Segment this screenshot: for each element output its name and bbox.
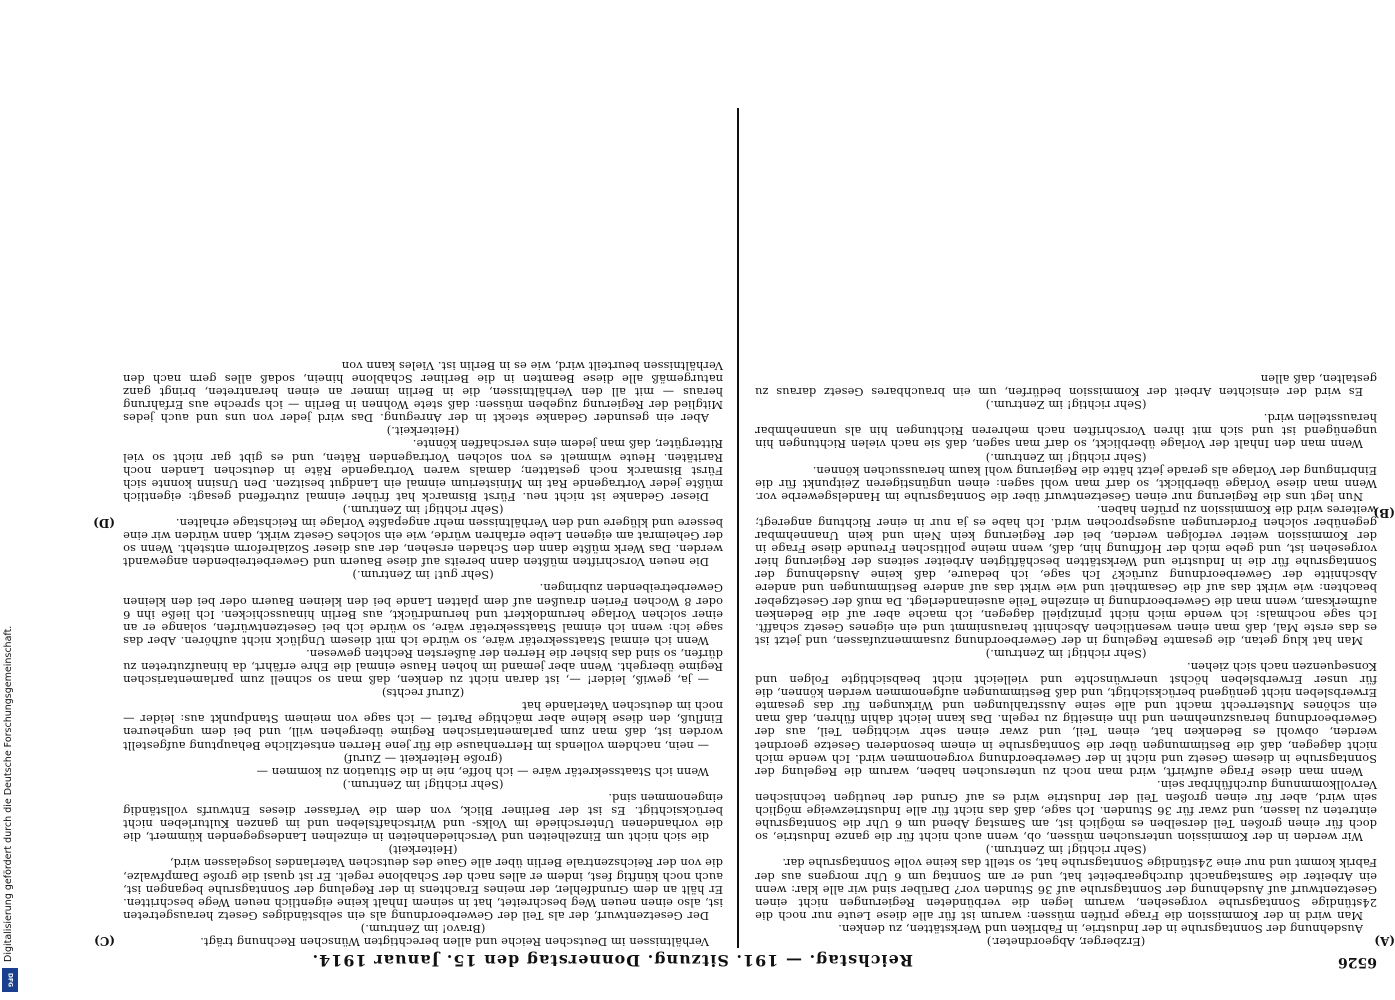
interjection: (Sehr gut! im Zentrum.) bbox=[352, 568, 494, 583]
interjection: (Heiterkeit.) bbox=[386, 424, 460, 439]
paragraph: Wenn man den Inhalt der Vorlage überblickt, so darf man sagen, daß sie nach vielen Richtungen hin ungenügend ist und sich mit ihren Vorschriften nach mehreren Richtungen hin als unannehmbar herausstellen wird. bbox=[755, 411, 1377, 452]
dfg-logo: DFG bbox=[2, 968, 18, 992]
digitization-sidebar bbox=[0, 0, 22, 1000]
interjection: (Sehr richtig! im Zentrum.) bbox=[342, 777, 504, 792]
paragraph: Es wird der einsichten Arbeit der Kommission bedürfen, um ein brauchbares Gesetz daraus zu gestalten, daß allen bbox=[755, 371, 1377, 400]
interjection: (Zuruf rechts) bbox=[381, 686, 465, 701]
interjection: (Heiterkeit) bbox=[388, 843, 458, 858]
page-number: 6526 bbox=[1338, 954, 1377, 970]
paragraph: Verhältnissen im Deutschen Reiche und allen berechtigten Wünschen Rechnung trägt. bbox=[200, 935, 709, 949]
paragraph: Die neuen Vorschriften müßten dann bereits auf diese Bauern und Gewerbetreibenden angewandt werden. Das Werk müßte dann den Schaden ersehen, der aus dieser Sozialreform entsteht. Wenn so der Geheimrat am eigenen Leibe erfahren würde, wie ein solches Gesetz wirkt, dann würden wir eine bessere und klügere und den Verhältnissen mehr angepaßte Vorlage im Reichstage erhalten. bbox=[123, 516, 723, 570]
interjection: (Sehr richtig! im Zentrum.) bbox=[985, 843, 1147, 858]
marker-a: (A) bbox=[1374, 934, 1395, 948]
interjection: (Sehr richtig! im Zentrum.) bbox=[985, 450, 1147, 465]
marker-b: (B) bbox=[1373, 506, 1395, 520]
paragraph: Man hat klug getan, die gesamte Regelung in der Gewerbeordnung zusammenzufassen, und jetzt ist es das erste Mal, daß man einen wesentlichen Abschnitt herausnimmt und ein eigenes Gesetz schafft. Ich sage nochmals: ich wende mich nicht prinzipiell dagegen, ich mache aber auf die Bedenken aufmerksam, wenn man die Gewerbeordnung in einzelne Teile auseinanderlegt. Da muß der Gesetzgeber beachten: wie wirkt das auf die Gesamtheit und wie wirkt das auf andere Bestimmungen und andere Abschnitte der Gewerbeordnung zurück? Ich sage, ich bedaure, daß keine Ausdehnung der Sonntagsruhe für die in Industrie und Werkstätten beschäftigten Arbeiter seitens der Regierung hier vorgesehen ist, und gebe mich der Hoffnung hin, daß, wenn meine politischen Freunde diese Frage in der Kommission weiter verfolgen werden, bei der Regierung kein Nein und kein Unannehmbar gegenüber solchen Forderungen ausgesprochen wird. Ich habe es ja nur in einer Richtung angeregt; weiteres wird die Kommission zu prüfen haben. bbox=[755, 502, 1377, 648]
marker-d: (D) bbox=[93, 516, 115, 530]
paragraph: Ausdehnung der Sonntagsruhe in der Industrie, in Fabriken und Werkstätten, zu denken. bbox=[838, 921, 1363, 936]
paragraph: — ja, gewiß, leider! —, ist daran nicht zu denken, daß man so schnell zum parlamentarischen Regime übergeht. Wenn aber jemand im hohen Hause einmal die Ehre erfährt, da hinaufzutreten zu dürfen, so sind das bisher die Herren der äußersten Rechten gewesen. bbox=[123, 646, 723, 688]
interjection: (Erzberger, Abgeordneter.) bbox=[986, 935, 1146, 949]
paragraph: Wir werden in der Kommission untersuchen müssen, ob, wenn auch nicht für die ganze Industrie, so doch für einen großen Teil derselben es möglich ist, am Samstag Abend um 6 Uhr die Sonntagsruhe eintreten zu lassen, und zwar für 36 Stunden. Ich sage, daß das nicht für alle Industriezweige möglich sein wird, aber für einen großen Teil der Industrie wird es auf Grund der heutigen technischen Vervollkommnung durchführbar sein. bbox=[755, 777, 1377, 845]
digitization-credit: Digitalisierung gefördert durch die Deutsche Forschungsgemeinschaft. bbox=[3, 625, 14, 962]
interjection: (Sehr richtig! im Zentrum.) bbox=[342, 502, 504, 517]
marker-c: (C) bbox=[94, 934, 115, 948]
interjection: (große Heiterkeit — Zuruf) bbox=[343, 751, 503, 766]
rotated-document bbox=[83, 80, 1395, 1000]
interjection: (Bravo! im Zentrum.) bbox=[360, 921, 486, 936]
column-divider bbox=[737, 108, 739, 948]
paragraph: Dieser Gedanke ist nicht neu. Fürst Bismarck hat früher einmal zutreffend gesagt: eigentlich müßte jeder Vortragende Rat im Ministerium einmal ein Landgut besitzen. Den Unsinn konnte sich Fürst Bismarck noch gestatten; damals waren Vortragende Räte in deutschen Landen noch Raritäten. Heute wimmelt es von solchen Vortragenden Räten, und es gibt gar nicht so viel Rittergüter, daß man jedem eins verschaffen könnte. bbox=[123, 437, 723, 504]
left-text-column bbox=[755, 88, 1377, 948]
paragraph: Aber ein gesunder Gedanke steckt in der Anregung. Das wird jeder von uns und auch jedes Mitglied der Regierung zugeben müssen: daß stete Wohnen in Berlin — ich spreche aus Erfahrung heraus — mit all den Verhältnissen, die in Berlin immer an einen herantreten, bringt ganz naturgemäß alle diese Beamten in die Berliner Schablone hinein, sodaß alles gern nach den Verhältnissen beurteilt wird, wie es in Berlin ist. Vieles kann von bbox=[123, 358, 723, 426]
paragraph: Wenn ich einmal Staatssekretär wäre, so würde ich mit diesem Unglück nicht aufhören. Aber das sage ich: wenn ich einmal Staatssekretär wäre, so würde ich bei Gesetzentwürfen, solange er an einer solchen Vorlage herumdoktert und herumdrückt, aus Berlin hinausschicken. Ich ließe ihn 6 oder 8 Wochen Ferien draußen auf dem platten Lande bei den kleinen Bauern oder bei den kleinen Gewerbetreibenden zubringen. bbox=[123, 581, 723, 648]
paragraph: Man wird in der Kommission die Frage prüfen müssen: warum ist für alle diese Leute nur noch die 24stündige Sonntagsruhe vorgesehen, warum legen die verbündeten Regierungen nicht einen Gesetzentwurf auf Ausdehnung der Sonntagsruhe auf 36 Stunden vor? Darüber sind wir alle klar: wenn ein Arbeiter die Samstagnacht durchgearbeitet hat, und er am Sonntag um 6 Uhr morgens aus der Fabrik kommt und nur eine 24stündige Sonntagsruhe hat, so stellt das keine volle Sonntagsruhe dar. bbox=[755, 856, 1377, 923]
paragraph: Nun legt uns die Regierung nur einen Gesetzentwurf über die Sonntagsruhe im Handelsgewerbe vor. Wenn man diese Vorlage überblickt, so darf man wohl sagen: einen ungünstigeren Zeitpunkt für die Einbringung der Vorlage als gerade jetzt hätte die Regierung wohl kaum heraussuchen können. bbox=[755, 463, 1377, 504]
interjection: (Sehr richtig! im Zentrum.) bbox=[985, 398, 1147, 413]
right-text-column bbox=[123, 88, 723, 948]
page-header-title: Reichstag. — 191. Sitzung. Donnerstag den 15. Januar 1914. bbox=[311, 951, 913, 970]
paragraph: Wenn ich Staatssekretär wäre — ich hoffe, nie in die Situation zu kommen — bbox=[256, 764, 709, 779]
paragraph: — nein, nachdem vollends im Herrenhause die für jene Herren entsetzliche Behauptung aufgestellt worden ist, daß man zum parlamentarischen Regime übergehen will, und bei dem ungeheuren Einfluß, den diese kleine aber mächtige Partei — ich sage von meinem Standpunkt aus: leider — noch im deutschen Vaterlande hat bbox=[123, 699, 723, 753]
interjection: (Sehr richtig! im Zentrum.) bbox=[985, 646, 1147, 661]
paragraph: Wenn man diese Frage aufwirft, wird man noch zu untersuchen haben, warum die Regelung der Sonntagsruhe in diesem Gesetz und nicht in der Gewerbeordnung vorgenommen wird. Ich wende mich nicht dagegen, daß die Bestimmungen über die Sonntagsruhe in einem besonderen Gesetze geordnet werden, obwohl es Bedenken hat, einen Teil, und zwar einen sehr wichtigen Teil, aus der Gewerbeordnung herauszunehmen und ihn einseitig zu regeln. Das kann leicht dahin führen, daß man ein schönes Musterrecht macht und alle seine Ausstrahlungen und Wirkungen für das gesamte Erwerbsleben nicht genügend berücksichtigt, und daß Bestimmungen aufgenommen werden können, die für unser Erwerbsleben höchst unerwünschte und vielleicht nicht beabsichtigte Folgen und Konsequenzen nach sich ziehen. bbox=[755, 660, 1377, 779]
paragraph: Der Gesetzentwurf, der als Teil der Gewerbeordnung als ein selbständiges Gesetz herausgetreten ist, also einen neuen Weg beschreitet, hat in seinem Inhalt keine eigentlich neuen Wege beschritten. Er hält an dem Grundfehler, der meines Erachtens in der Regelung der Sonntagsruhe begangen ist, auch noch künftig fest, indem er alles nach der Schablone regelt. Er ist quasi die große Dampfwalze, die von der Reichszentrale Berlin über alle Gaue des deutschen Vaterlandes losgelassen wird, bbox=[123, 856, 723, 923]
paragraph: die sich nicht um Einzelheiten und Verschiedenheiten in einzelnen Landesgegenden kümmert, die die vorhandenen Unterschiede im Volks- und Wirtschaftsleben und im ganzen Kulturleben nicht berücksichtigt. Es ist der Berliner Blick, von dem die Verfasser dieses Entwurfs vollständig eingenommen sind. bbox=[123, 790, 723, 845]
